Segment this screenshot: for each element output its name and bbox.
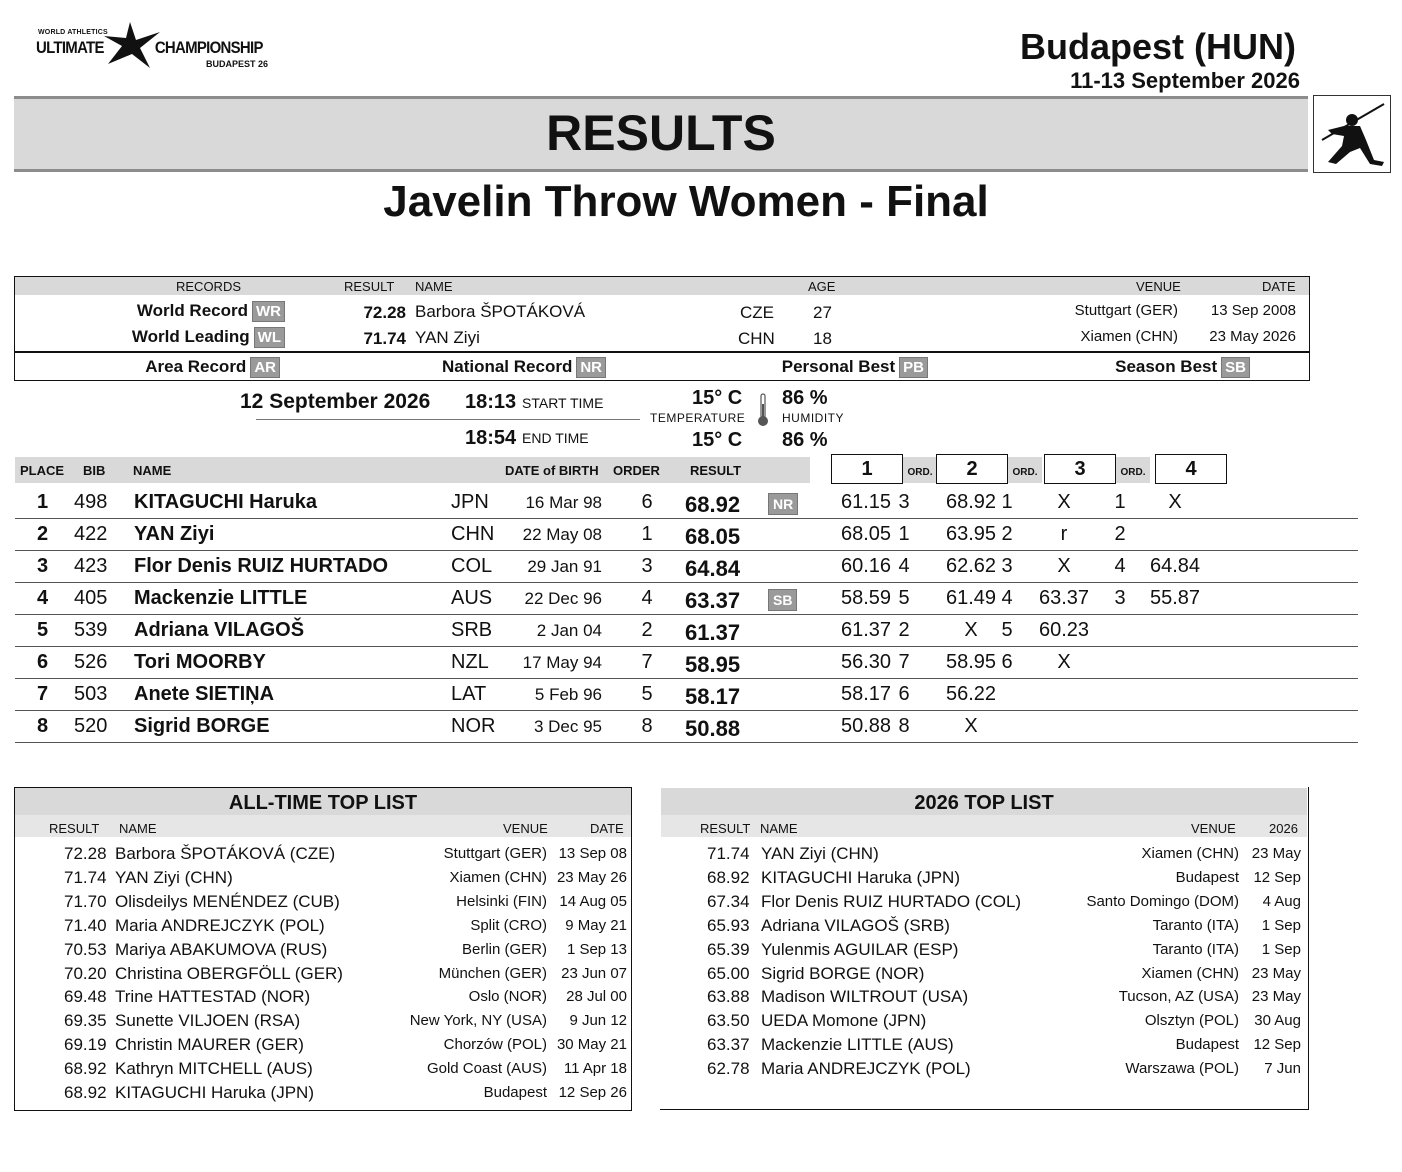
attempt-order: 4: [1114, 555, 1126, 577]
toplist-result: 69.48: [64, 987, 107, 1007]
result-name: Sigrid BORGE: [134, 715, 270, 737]
records-col-venue: VENUE: [1136, 279, 1181, 294]
result-place: 5: [37, 619, 49, 641]
legend-badge: PB: [899, 357, 928, 378]
ord-header: ORD.: [1008, 457, 1042, 483]
attempt-order: 1: [898, 523, 910, 545]
toplist-venue: Gold Coast (AUS): [426, 1060, 547, 1078]
toplist-date: 9 Jun 12: [569, 1012, 627, 1030]
toplist-result: 71.40: [64, 915, 107, 935]
attempt-mark: 68.05: [840, 523, 892, 545]
result-name: Flor Denis RUIZ HURTADO: [134, 555, 389, 577]
legend-personal-best: [700, 357, 928, 378]
attempt-mark: 63.95: [945, 523, 997, 545]
alltime-col-result: RESULT: [49, 821, 100, 836]
season-col-year: 2026: [1269, 821, 1298, 836]
toplist-date: 28 Jul 00: [566, 988, 627, 1006]
records-col-records: RECORDS: [176, 279, 242, 294]
championship-dates: 11-13 September 2026: [1070, 68, 1300, 93]
record-label: World Leading: [131, 327, 250, 346]
toplist-venue: Berlin (GER): [461, 940, 547, 958]
result-bib: 422: [74, 523, 108, 545]
humidity-start: 86 %: [782, 387, 828, 409]
result-name: Adriana VILAGOŠ: [134, 619, 305, 641]
result-bib: 503: [74, 683, 108, 705]
record-abbr-badge: WR: [252, 301, 285, 322]
results-title: RESULTS: [546, 105, 776, 161]
attempt-mark: X: [1057, 555, 1071, 577]
attempt-mark: 61.49: [945, 587, 997, 609]
toplist-result: 68.92: [64, 1059, 107, 1079]
toplist-date: 1 Sep: [1261, 916, 1301, 934]
toplist-venue: Budapest: [483, 1084, 547, 1101]
toplist-row: [661, 868, 1306, 892]
toplist-name: Madison WILTROUT (USA): [761, 987, 969, 1007]
result-place: 2: [37, 523, 49, 545]
toplist-name: Barbora ŠPOTÁKOVÁ (CZE): [115, 844, 336, 863]
result-bib: 526: [74, 651, 108, 673]
attempt-mark: 60.16: [840, 555, 892, 577]
attempt-order: 1: [1001, 491, 1013, 513]
legend-label: Season Best: [1115, 357, 1218, 376]
result-row: [15, 615, 1358, 647]
result-badge: NR: [768, 493, 798, 515]
toplist-venue: Chorzów (POL): [443, 1036, 547, 1054]
toplist-row: [15, 964, 630, 988]
result-result: 68.92: [685, 492, 741, 517]
result-dob: 22 May 08: [522, 525, 602, 544]
result-dob: 2 Jan 04: [536, 621, 602, 640]
toplist-venue: Xiamen (CHN): [1141, 845, 1239, 862]
toplist-result: 62.78: [707, 1059, 750, 1079]
record-date: 13 Sep 2008: [1210, 302, 1296, 319]
toplist-name: Adriana VILAGOŠ (SRB): [761, 915, 950, 935]
record-abbr-badge: WL: [254, 327, 285, 348]
result-place: 4: [37, 587, 49, 609]
toplist-result: 71.74: [707, 844, 750, 863]
toplist-name: Mariya ABAKUMOVA (RUS): [115, 939, 328, 959]
toplist-name: YAN Ziyi (CHN): [761, 844, 879, 863]
result-order: 6: [641, 491, 653, 513]
session-divider: [256, 419, 640, 420]
toplist-venue: Budapest: [1175, 1036, 1239, 1054]
attempt-mark: X: [964, 619, 978, 641]
result-bib: 520: [74, 715, 108, 737]
result-result: 61.37: [685, 620, 741, 645]
toplist-date: 13 Sep 08: [558, 845, 627, 862]
season-title: 2026 TOP LIST: [661, 788, 1307, 815]
result-bib: 498: [74, 491, 108, 513]
result-order: 2: [641, 619, 653, 641]
record-row-wr-label: [60, 301, 285, 322]
attempt-order: 1: [1114, 491, 1126, 513]
result-badge: SB: [768, 589, 797, 611]
toplist-row: [15, 1059, 630, 1083]
result-order: 5: [641, 683, 653, 705]
result-result: 50.88: [685, 716, 741, 741]
attempt-order: 2: [1114, 523, 1126, 545]
start-time-label: START TIME: [522, 395, 604, 411]
toplist-venue: Santo Domingo (DOM): [1086, 892, 1239, 910]
toplist-venue: Tucson, AZ (USA): [1118, 988, 1239, 1006]
records-col-age: AGE: [808, 279, 836, 294]
legend-badge: AR: [250, 357, 280, 378]
attempt-1-header: 1: [831, 454, 903, 484]
attempt-order: 2: [1001, 523, 1013, 545]
result-order: 3: [641, 555, 653, 577]
attempt-order: 3: [898, 491, 910, 513]
record-result: 72.28: [363, 303, 406, 322]
result-order: 4: [641, 587, 653, 609]
record-date: 23 May 2026: [1209, 328, 1296, 345]
result-row: [15, 711, 1358, 743]
result-dob: 3 Dec 95: [533, 717, 602, 736]
attempt-mark: X: [1057, 651, 1071, 673]
toplist-venue: Olsztyn (POL): [1144, 1012, 1239, 1030]
toplist-result: 71.74: [64, 867, 107, 887]
record-nat: CZE: [740, 303, 774, 322]
toplist-date: 11 Apr 18: [563, 1060, 627, 1078]
result-nat: NZL: [451, 651, 489, 673]
toplist-row: [15, 1083, 630, 1107]
result-dob: 16 Mar 98: [525, 493, 602, 512]
attempt-mark: 61.15: [840, 491, 892, 513]
thermometer-icon: [756, 392, 770, 428]
toplist-row: [15, 892, 630, 916]
attempt-order: 6: [898, 683, 910, 705]
result-nat: COL: [451, 555, 493, 577]
toplist-date: 23 May 26: [556, 868, 627, 886]
season-col-name: NAME: [760, 821, 798, 836]
toplist-result: 69.35: [64, 1011, 107, 1031]
logo-word-ultimate: ULTIMATE: [36, 38, 104, 57]
legend-national-record: [380, 357, 606, 378]
attempt-order: 6: [1001, 651, 1013, 673]
toplist-date: 1 Sep: [1261, 940, 1301, 958]
toplist-result: 72.28: [64, 844, 107, 863]
record-label: World Record: [136, 301, 248, 320]
record-venue: Stuttgart (GER): [1074, 302, 1178, 319]
toplist-result: 65.93: [707, 915, 750, 935]
temperature-end: 15° C: [692, 429, 743, 451]
attempt-order: 7: [898, 651, 910, 673]
toplist-name: Kathryn MITCHELL (AUS): [115, 1059, 313, 1079]
toplist-name: Sigrid BORGE (NOR): [761, 963, 925, 983]
result-nat: CHN: [451, 523, 495, 545]
record-age: 27: [813, 303, 832, 322]
session-date: 12 September 2026: [240, 390, 431, 413]
toplist-date: 30 May 21: [556, 1036, 627, 1054]
result-place: 3: [37, 555, 49, 577]
toplist-name: Mackenzie LITTLE (AUS): [761, 1035, 954, 1055]
end-time-label: END TIME: [522, 430, 589, 446]
toplist-name: Maria ANDREJCZYK (POL): [115, 915, 325, 935]
toplist-name: Olisdeilys MENÉNDEZ (CUB): [115, 891, 340, 911]
logo-wordmark: [36, 38, 263, 58]
toplist-result: 69.19: [64, 1035, 107, 1055]
col-place: PLACE: [20, 463, 65, 478]
records-divider: [15, 351, 1309, 353]
records-col-name: NAME: [415, 279, 453, 294]
toplist-date: 23 May: [1251, 964, 1301, 982]
result-place: 6: [37, 651, 49, 673]
toplist-date: 23 Jun 07: [561, 964, 627, 982]
record-age: 18: [813, 329, 832, 348]
attempt-3-header: 3: [1044, 454, 1116, 484]
result-nat: LAT: [451, 683, 487, 705]
col-dob: DATE of BIRTH: [505, 463, 599, 478]
humidity-end: 86 %: [782, 429, 828, 451]
result-order: 1: [641, 523, 653, 545]
attempt-order: 3: [1114, 587, 1126, 609]
result-name: YAN Ziyi: [134, 523, 215, 545]
result-place: 8: [37, 715, 49, 737]
legend-label: Area Record: [145, 357, 247, 376]
toplist-row: [661, 987, 1306, 1011]
legend-badge: NR: [576, 357, 606, 378]
logo-city: BUDAPEST 26: [206, 59, 269, 69]
result-nat: SRB: [451, 619, 493, 641]
toplist-row: [661, 916, 1306, 940]
attempt-order: 2: [898, 619, 910, 641]
toplist-venue: Xiamen (CHN): [449, 868, 547, 886]
toplist-result: 63.50: [707, 1011, 750, 1031]
result-row: [15, 551, 1358, 583]
toplist-date: 12 Sep 26: [558, 1084, 627, 1101]
toplist-result: 67.34: [707, 891, 750, 911]
toplist-date: 23 May: [1251, 988, 1301, 1006]
toplist-venue: Taranto (ITA): [1152, 940, 1239, 958]
legend-area-record: [60, 357, 280, 378]
attempt-order: 8: [898, 715, 910, 737]
result-row: [15, 519, 1358, 551]
attempt-mark: 58.95: [945, 651, 997, 673]
result-name: Anete SIETIŅA: [134, 683, 275, 705]
result-result: 64.84: [685, 556, 741, 581]
toplist-venue: Taranto (ITA): [1152, 916, 1239, 934]
toplist-result: 65.00: [707, 963, 750, 983]
result-dob: 5 Feb 96: [534, 685, 602, 704]
end-time: 18:54: [465, 427, 517, 449]
toplist-name: Christina OBERGFÖLL (GER): [115, 963, 343, 983]
toplist-name: KITAGUCHI Haruka (JPN): [115, 1083, 314, 1102]
toplist-row: [15, 987, 630, 1011]
result-nat: AUS: [451, 587, 493, 609]
attempt-mark: X: [1057, 491, 1071, 513]
result-order: 7: [641, 651, 653, 673]
col-order: ORDER: [613, 463, 660, 478]
toplist-result: 68.92: [707, 867, 750, 887]
result-bib: 405: [74, 587, 108, 609]
season-col-result: RESULT: [700, 821, 751, 836]
result-row: [15, 583, 1358, 615]
alltime-title: ALL-TIME TOP LIST: [15, 788, 631, 815]
attempt-mark: X: [1168, 491, 1182, 513]
javelin-thrower-icon: [1313, 95, 1391, 173]
alltime-col-name: NAME: [119, 821, 157, 836]
alltime-col-venue: VENUE: [503, 821, 548, 836]
record-venue: Xiamen (CHN): [1080, 328, 1178, 345]
toplist-name: Christin MAURER (GER): [115, 1035, 304, 1055]
attempt-mark: r: [1060, 523, 1068, 545]
result-bib: 423: [74, 555, 108, 577]
toplist-date: 9 May 21: [565, 916, 627, 934]
result-place: 7: [37, 683, 49, 705]
humidity-label: HUMIDITY: [782, 411, 844, 425]
col-result: RESULT: [690, 463, 742, 478]
result-nat: JPN: [451, 491, 489, 513]
toplist-date: 23 May: [1251, 845, 1301, 862]
col-name: NAME: [133, 463, 172, 478]
records-col-date: DATE: [1262, 279, 1296, 294]
toplist-result: 70.20: [64, 963, 107, 983]
records-col-result: RESULT: [344, 279, 395, 294]
result-place: 1: [37, 491, 49, 513]
toplist-result: 65.39: [707, 939, 750, 959]
alltime-col-date: DATE: [590, 821, 624, 836]
result-result: 68.05: [685, 524, 741, 549]
attempt-4-header: 4: [1155, 454, 1227, 484]
attempt-mark: 58.17: [840, 683, 892, 705]
city-title: Budapest (HUN): [1020, 26, 1296, 67]
result-name: Tori MOORBY: [134, 651, 266, 673]
toplist-name: Maria ANDREJCZYK (POL): [761, 1059, 971, 1079]
toplist-date: 12 Sep: [1253, 1036, 1301, 1054]
toplist-result: 63.37: [707, 1035, 750, 1055]
toplist-venue: Split (CRO): [470, 916, 547, 934]
toplist-venue: München (GER): [438, 964, 547, 982]
toplist-date: 7 Jun: [1264, 1060, 1301, 1078]
toplist-row: [661, 1035, 1306, 1059]
toplist-result: 68.92: [64, 1083, 107, 1102]
result-result: 58.17: [685, 684, 741, 709]
toplist-row: [15, 940, 630, 964]
result-bib: 539: [74, 619, 108, 641]
result-dob: 29 Jan 91: [527, 557, 602, 576]
toplist-name: YAN Ziyi (CHN): [115, 867, 233, 887]
legend-label: Personal Best: [781, 357, 896, 376]
toplist-row: [15, 844, 630, 868]
result-row: [15, 487, 1358, 519]
toplist-venue: New York, NY (USA): [409, 1012, 547, 1030]
result-result: 58.95: [685, 652, 741, 677]
attempt-order: 4: [898, 555, 910, 577]
record-name: YAN Ziyi: [415, 328, 480, 347]
logo-word-championship: CHAMPIONSHIP: [154, 38, 263, 57]
result-name: Mackenzie LITTLE: [134, 587, 308, 609]
toplist-row: [15, 916, 630, 940]
legend-season-best: [1040, 357, 1250, 378]
toplist-result: 71.70: [64, 891, 107, 911]
legend-badge: SB: [1221, 357, 1250, 378]
attempt-mark: 56.30: [840, 651, 892, 673]
attempt-mark: X: [964, 715, 978, 737]
logo-world-athletics: WORLD ATHLETICS: [38, 29, 108, 36]
toplist-name: Yulenmis AGUILAR (ESP): [761, 939, 959, 959]
legend-label: National Record: [441, 357, 573, 376]
attempt-mark: 62.62: [945, 555, 997, 577]
attempt-mark: 56.22: [945, 683, 997, 705]
record-row-wl-label: [60, 327, 285, 348]
temperature-start: 15° C: [692, 387, 743, 409]
toplist-name: Flor Denis RUIZ HURTADO (COL): [761, 891, 1022, 911]
attempt-2-header: 2: [936, 454, 1008, 484]
toplist-result: 70.53: [64, 939, 107, 959]
toplist-row: [661, 892, 1306, 916]
result-dob: 22 Dec 96: [524, 589, 602, 608]
toplist-row: [661, 844, 1306, 868]
attempt-mark: 68.92: [945, 491, 997, 513]
toplist-venue: Oslo (NOR): [468, 988, 547, 1006]
result-row: [15, 679, 1358, 711]
toplist-row: [661, 964, 1306, 988]
ord-header: ORD.: [903, 457, 937, 483]
result-name: KITAGUCHI Haruka: [134, 491, 317, 513]
toplist-date: 30 Aug: [1254, 1012, 1301, 1030]
result-result: 63.37: [685, 588, 741, 613]
record-name: Barbora ŠPOTÁKOVÁ: [415, 302, 586, 321]
attempt-order: 5: [1001, 619, 1013, 641]
attempt-order: 5: [898, 587, 910, 609]
event-title: Javelin Throw Women - Final: [383, 177, 989, 226]
season-col-venue: VENUE: [1191, 821, 1236, 836]
col-bib: BIB: [83, 463, 106, 478]
record-nat: CHN: [738, 329, 775, 348]
result-nat: NOR: [451, 715, 496, 737]
toplist-venue: Budapest: [1175, 868, 1239, 886]
toplist-date: 14 Aug 05: [559, 892, 627, 910]
ord-header: ORD.: [1116, 457, 1150, 483]
toplist-result: 63.88: [707, 987, 750, 1007]
result-dob: 17 May 94: [522, 653, 602, 672]
attempt-mark: 64.84: [1149, 555, 1201, 577]
attempt-mark: 58.59: [840, 587, 892, 609]
toplist-date: 4 Aug: [1262, 892, 1301, 910]
toplist-venue: Helsinki (FIN): [456, 892, 547, 910]
toplist-venue: Stuttgart (GER): [443, 845, 547, 862]
toplist-row: [15, 868, 630, 892]
toplist-name: Sunette VILJOEN (RSA): [115, 1011, 301, 1031]
toplist-row: [661, 940, 1306, 964]
toplist-name: KITAGUCHI Haruka (JPN): [761, 867, 960, 887]
toplist-date: 12 Sep: [1253, 868, 1301, 886]
toplist-venue: Warszawa (POL): [1125, 1060, 1239, 1078]
attempt-mark: 60.23: [1038, 619, 1090, 641]
attempt-mark: 50.88: [840, 715, 892, 737]
result-order: 8: [641, 715, 653, 737]
toplist-row: [15, 1035, 630, 1059]
attempt-mark: 55.87: [1149, 587, 1201, 609]
attempt-mark: 61.37: [840, 619, 892, 641]
attempt-mark: 63.37: [1038, 587, 1090, 609]
record-result: 71.74: [363, 329, 406, 348]
toplist-venue: Xiamen (CHN): [1141, 964, 1239, 982]
start-time: 18:13: [465, 391, 517, 413]
attempt-order: 4: [1001, 587, 1013, 609]
attempt-order: 3: [1001, 555, 1013, 577]
toplist-name: Trine HATTESTAD (NOR): [115, 987, 311, 1007]
toplist-date: 1 Sep 13: [566, 940, 627, 958]
temperature-label: TEMPERATURE: [650, 411, 746, 425]
toplist-row: [661, 1059, 1306, 1083]
result-row: [15, 647, 1358, 679]
toplist-name: UEDA Momone (JPN): [761, 1011, 927, 1031]
toplist-row: [15, 1011, 630, 1035]
toplist-row: [661, 1011, 1306, 1035]
